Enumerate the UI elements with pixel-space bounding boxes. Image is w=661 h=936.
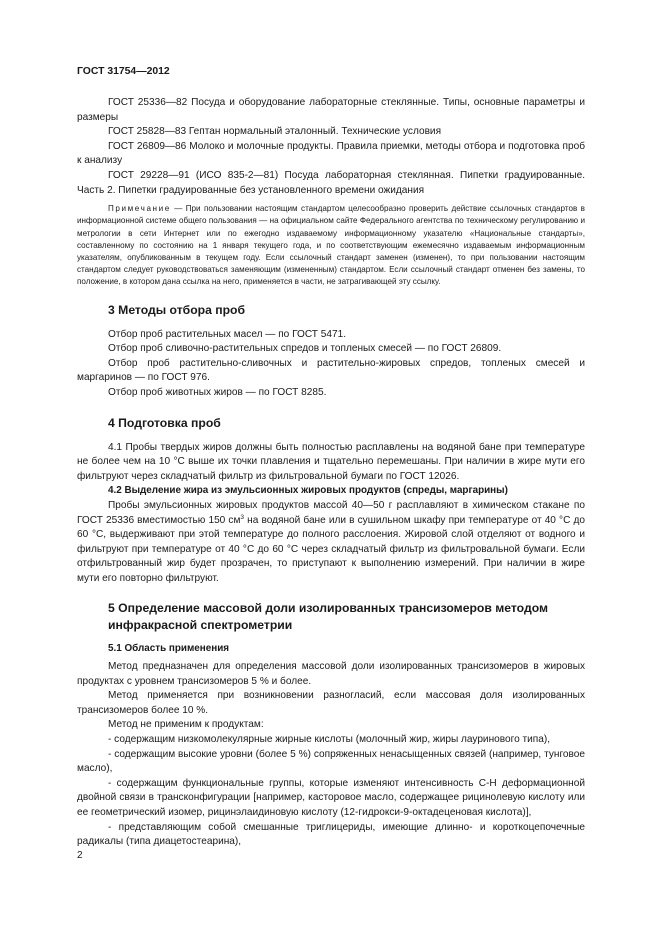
section-5-heading: 5 Определение массовой доли изолированных трансизомеров методом инфракрасной спектрометрии [108,601,549,633]
note-label: Примечание [108,204,171,214]
clause-5-1-paragraph: Метод предназначен для определения массовой доли изолированных трансизомеров в жировых продуктах с уровнем трансизомеров 5 % и более. [77,661,585,687]
note-text: — При пользовании настоящим стандартом целесообразно проверить действие ссылочных стандартов в информационной системе общего пользования — на официальном сайте Федерального агентства по техническому регулированию и метрологии в сети Интернет или по ежегодно издаваемому информационному указателю «Национальные стандарты», составленному по состоянию на 1 января текущего года, и по соответствующим ежемесячно издаваемым информационным указателям, опубликованным в текущем году. Если ссылочный стандарт заменен (изменен), то при пользовании настоящим стандартом следует руководствоваться заменяющим (измененным) стандартом. Если ссылочный стандарт отменен без замены, то положение, в котором дана ссылка на него, применяется в части, не затрагивающей эту ссылку. [77,204,585,287]
clause-5-1-list-item: - представляющим собой смешанные триглицериды, имеющие длинно- и короткоцепочечные радикалы (типа диацетостеарина), [77,821,585,848]
section-3-heading: 3 Методы отбора проб [108,302,246,317]
reference-gost-29228: ГОСТ 29228—91 (ИСО 835-2—81) Посуда лабораторная стеклянная. Пипетки градуированные. Часть 2. Пипетки градуированные без установленного времени ожидания [77,169,585,196]
cubic-superscript: 3 [240,513,245,521]
section-3-paragraph: Отбор проб растительных масел — по ГОСТ 5471. [108,328,347,340]
page-content [77,96,585,850]
clause-5-1-list-item: - содержащим высокие уровни (более 5 %) сопряженных ненасыщенных связей (например, тунговое масло), [77,748,585,775]
clause-4-1: 4.1 Пробы твердых жиров должны быть полностью расплавлены на водяной бане при температуре не более чем на 10 °С выше их точки плавления и тщательно перемешаны. При наличии в жире мути его фильтруют через складчатый фильтр из фильтровальной бумаги по ГОСТ 12026. [77,441,585,482]
note [77,203,585,288]
clause-5-1-heading: 5.1 Область применения [108,643,230,655]
page-number: 2 [77,850,83,861]
clause-4-2-heading: 4.2 Выделение жира из эмульсионных жировых продуктов (спреды, маргарины) [108,485,508,497]
clause-4-2-text-part1: Пробы эмульсионных жировых продуктов массой 40—50 г расплавляют в химическом стакане по ГОСТ 25336 вместимостью 150 см [77,499,585,526]
section-3-paragraph: Отбор проб сливочно-растительных спредов и топленых смесей — по ГОСТ 26809. [108,343,502,355]
clause-5-1-paragraph: Метод применяется при возникновении разногласий, если массовая доля изолированных трансизомеров более 10 %. [77,690,585,716]
section-3-paragraph: Отбор проб животных жиров — по ГОСТ 8285. [108,386,327,398]
reference-gost-26809: ГОСТ 26809—86 Молоко и молочные продукты. Правила приемки, методы отбора и подготовка проб к анализу [77,140,585,167]
section-4-heading: 4 Подготовка проб [108,415,221,430]
document-header: ГОСТ 31754—2012 [77,66,170,77]
clause-4-2-text-part2: на водяной бане или в сушильном шкафу при температуре от 40 °С до 60 °С, выдерживают при этой температуре до полного расслоения. Жировой слой отделяют от водного и фильтруют при температуре от 40 °С до 60 °С через складчатый фильтр из фильтровальной бумаги. Если отфильтрованный жир будет прозрачен, то приступают к выполнению измерений. При наличии в жире мути его повторно фильтруют. [77,514,585,584]
reference-gost-25828: ГОСТ 25828—83 Гептан нормальный эталонный. Технические условия [108,126,442,138]
clause-4-2-text [77,499,585,587]
reference-gost-25336: ГОСТ 25336—82 Посуда и оборудование лабораторные стеклянные. Типы, основные параметры и размеры [77,97,585,123]
clause-5-1-list-item: - содержащим низкомолекулярные жирные кислоты (молочный жир, жиры лауринового типа), [108,734,551,746]
clause-5-1-paragraph: Метод не применим к продуктам: [108,719,264,731]
clause-5-1-list-item: - содержащим функциональные группы, которые изменяют интенсивность С-Н деформационной двойной связи в трансконфигурации [например, касторовое масло, содержащее рицинолевую кислоту или ее геометрический изомер, рицинэлаидиновую кислоту (12-гидрокси-9-октадеценовая кислота)], [77,777,585,819]
section-3-paragraph: Отбор проб растительно-сливочных и растительно-жировых спредов, топленых смесей и маргаринов — по ГОСТ 976. [77,357,585,384]
